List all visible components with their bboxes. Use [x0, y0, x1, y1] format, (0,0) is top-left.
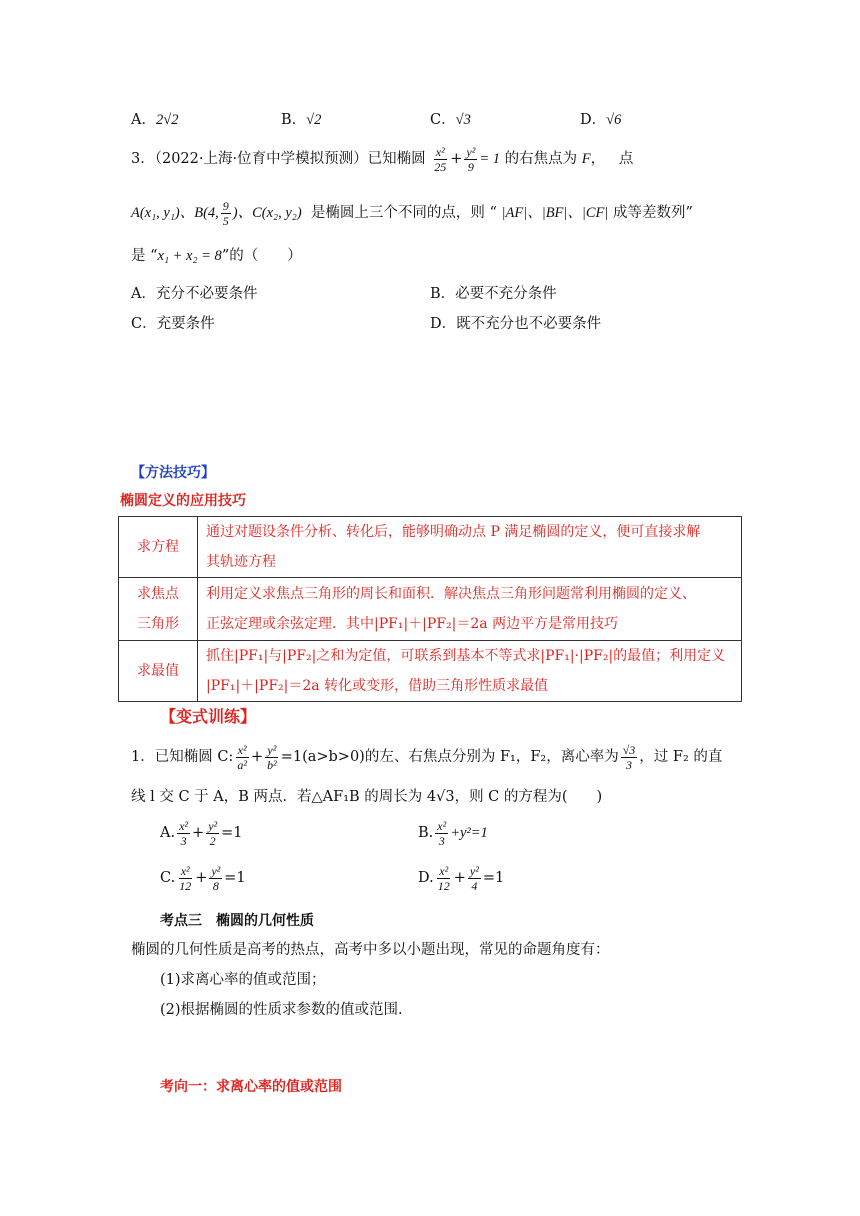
methods-table — [118, 516, 742, 702]
variant-q1-line2: 线 l 交 C 于 A，B 两点．若△AF₁B 的周长为 4√3，则 C 的方程为( ) — [131, 789, 603, 805]
row-head: 求方程 — [119, 517, 198, 578]
kaoxiang1-title: 考向一：求离心率的值或范围 — [160, 1079, 342, 1095]
variant-option-a: A. $\frac{\text{x²}}{3}$ + $\frac{\text{y²}}{2}$ =1 — [160, 818, 243, 848]
variant-q1-line1: 1．已知椭圆 C: $\frac{\text{x²}}{\text{a²}}$ + $\frac{\text{y²}}{\text{b²}}$ =1(a>b>0)的左、右焦点分别为 F₁，F₂，离心率为 $\frac{√3}{3}$ ，过 F₂ 的直 — [131, 742, 723, 772]
kaodian3-title: 考点三 椭圆的几何性质 — [160, 913, 314, 929]
variant-option-b: B. $\frac{\text{x²}}{3}$ +y²=1 — [418, 818, 488, 848]
methods-title: 【方法技巧】 — [131, 465, 215, 481]
pointB-frac: $\frac{9}{5}$ — [222, 198, 229, 228]
option-d: D．√6 — [580, 112, 622, 128]
option-c: C．√3 — [430, 112, 471, 128]
row-head: 求焦点 三角形 — [119, 578, 198, 641]
ellipse-x-frac: $\frac{\text{x²}}{25}$ — [434, 144, 447, 174]
row-head: 求最值 — [119, 641, 198, 702]
q3-option-c: C．充要条件 — [131, 316, 215, 332]
variant-option-d: D. $\frac{\text{x²}}{12}$ + $\frac{\text{y²}}{4}$ =1 — [418, 863, 505, 893]
option-b: B．√2 — [281, 112, 322, 128]
ellipse-y-frac: $\frac{\text{y²}}{9}$ — [466, 144, 476, 174]
table-row — [119, 641, 742, 702]
table-row — [119, 517, 742, 578]
variant-option-c: C. $\frac{\text{x²}}{12}$ + $\frac{\text{y²}}{8}$ =1 — [160, 863, 246, 893]
q3-option-a: A．充分不必要条件 — [131, 286, 258, 302]
table-row — [119, 578, 742, 641]
q3-option-b: B．必要不充分条件 — [430, 286, 557, 302]
methods-subtitle: 椭圆定义的应用技巧 — [120, 493, 246, 509]
row-body: 利用定义求焦点三角形的周长和面积．解决焦点三角形问题常利用椭圆的定义、 正弦定理或余弦定理．其中|PF₁|＋|PF₂|＝2a 两边平方是常用技巧 — [198, 578, 742, 641]
kaodian3-item1: (1)求离心率的值或范围； — [160, 972, 326, 988]
variant-y-frac: $\frac{\text{y²}}{\text{b²}}$ — [267, 742, 277, 772]
q3-line2: A(x₁, y₁)、B(4, $\frac{9}{5}$ )、C(x₂, y₂) 是椭圆上三个不同的点，则 “ |AF|、|BF|、|CF| 成等差数列” — [131, 198, 693, 228]
row-body: 抓住|PF₁|与|PF₂|之和为定值，可联系到基本不等式求|PF₁|·|PF₂|的最值；利用定义 |PF₁|＋|PF₂|＝2a 转化或变形，借助三角形性质求最值 — [198, 641, 742, 702]
q3-option-d: D．既不充分也不必要条件 — [430, 316, 602, 332]
q3-line1: 3．（2022·上海·位育中学模拟预测）已知椭圆 $\frac{\text{x²}}{25}$ + $\frac{\text{y²}}{9}$ = 1 的右焦点为 F， 点 — [131, 144, 634, 174]
variant-title: 【变式训练】 — [160, 707, 257, 726]
option-a: A．2√2 — [131, 112, 179, 128]
kaodian3-item2: (2)根据椭圆的性质求参数的值或范围. — [160, 1002, 403, 1018]
row-body: 通过对题设条件分析、转化后，能够明确动点 P 满足椭圆的定义，便可直接求解 其轨迹方程 — [198, 517, 742, 578]
variant-x-frac: $\frac{\text{x²}}{\text{a²}}$ — [237, 742, 247, 772]
kaodian3-intro: 椭圆的几何性质是高考的热点，高考中多以小题出现，常见的命题角度有： — [131, 942, 610, 958]
ecc-frac: $\frac{√3}{3}$ — [622, 742, 636, 772]
q3-line3: 是 “x₁ + x₂ = 8”的（ ） — [131, 248, 302, 264]
